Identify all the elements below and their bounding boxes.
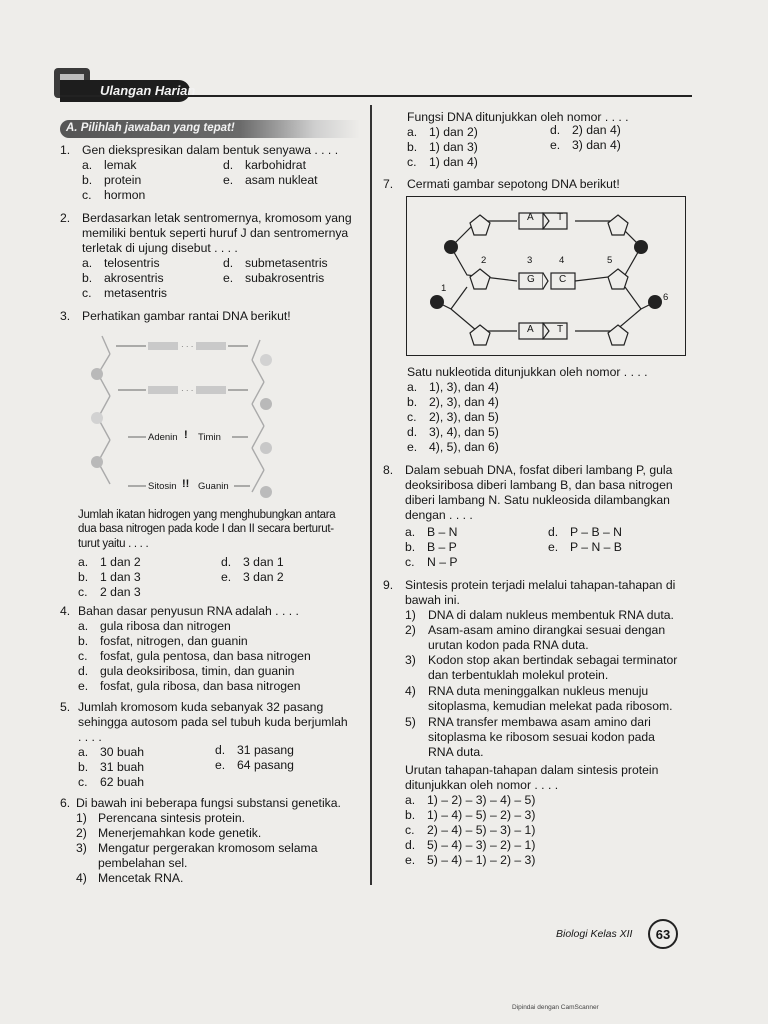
q9-step-text: RNA duta meninggalkan nukleus menuju [428,684,649,698]
q5-option-a[interactable]: a. 30 buah [78,745,145,759]
dna-segment-figure [406,196,686,356]
label-4: 4 [559,255,565,266]
q7-option-d[interactable]: d. 3), 4), dan 5) [407,425,499,439]
svg-text:· · ·: · · · [181,342,194,351]
q5-option-c[interactable]: c. 62 buah [78,775,145,789]
q9-step-number: 5) [405,715,416,729]
q7-option-a[interactable]: a. 1), 3), dan 4) [407,380,499,394]
q9-step-text: DNA di dalam nukleus membentuk RNA duta. [428,608,674,622]
q4-number: 4. [60,604,71,618]
q9-step-number: 4) [405,684,416,698]
q1-option-a[interactable]: a. lemak [82,158,137,172]
q9-step-number: 3) [405,653,416,667]
q9-line: Sintesis protein terjadi melalui tahapan-tahapan di [405,578,676,592]
q3-line: Perhatikan gambar rantai DNA berikut! [82,309,291,323]
top-base-t: T [557,212,564,223]
q5-line: sehingga autosom pada sel tubuh kuda berjumlah [78,715,348,729]
mid-base-c: C [559,274,567,285]
q8-option-e[interactable]: e. P – N – B [548,540,622,554]
q2-line: memiliki bentuk seperti huruf J dan sentromernya [82,226,349,240]
q9-after-line: ditunjukkan oleh nomor . . . . [405,778,559,792]
q9-step-number: 1) [405,608,416,622]
q3-option-c[interactable]: c. 2 dan 3 [78,585,141,599]
q6-item: pembelahan sel. [98,856,188,870]
q7-number: 7. [383,177,394,191]
q9-option-a[interactable]: a. 1) – 2) – 3) – 4) – 5) [405,793,536,807]
q9-option-d[interactable]: d. 5) – 4) – 3) – 2) – 1) [405,838,536,852]
label-2: 2 [481,255,487,266]
sitosin-label: Sitosin [148,481,177,492]
q4-option-d[interactable]: d. gula deoksiribosa, timin, dan guanin [78,664,295,678]
q6-option-c[interactable]: c. 1) dan 4) [407,155,478,169]
q9-after-line: Urutan tahapan-tahapan dalam sintesis protein [405,763,659,777]
q3-number: 3. [60,309,71,323]
label-6: 6 [663,292,669,303]
page-title: Ulangan Harian [100,83,196,98]
q8-number: 8. [383,463,394,477]
q9-step-text: RNA duta. [428,745,484,759]
q5-line: Jumlah kromosom kuda sebanyak 32 pasang [78,700,324,714]
mid-base-g: G [527,274,535,285]
q1-option-e[interactable]: e. asam nukleat [223,173,318,187]
q9-step-number: 2) [405,623,416,637]
q7-after-line: Satu nukleotida ditunjukkan oleh nomor . . . . [407,365,648,379]
q2-option-a[interactable]: a. telosentris [82,256,160,270]
q8-option-a[interactable]: a. B – N [405,525,458,539]
q6-cont-line: Fungsi DNA ditunjukkan oleh nomor . . . . [407,110,629,124]
q9-line: bawah ini. [405,593,460,607]
q7-option-c[interactable]: c. 2), 3), dan 5) [407,410,499,424]
q9-step-text: Asam-asam amino dirangkai sesuai dengan [428,623,666,637]
column-divider [370,105,372,885]
label-1: 1 [441,283,447,294]
q7-option-b[interactable]: b. 2), 3), dan 4) [407,395,499,409]
q6-item: 3) Mengatur pergerakan kromosom selama [76,841,318,855]
q6-item: 2) Menerjemahkan kode genetik. [76,826,262,840]
q9-number: 9. [383,578,394,592]
adenin-label: Adenin [148,432,178,443]
q3-after-line: Jumlah ikatan hidrogen yang menghubungkan antara [78,509,336,521]
dna-chain-figure [88,332,278,504]
q3-option-d[interactable]: d. 3 dan 1 [221,555,284,569]
q3-after-line: dua basa nitrogen pada kode I dan II secara berturut- [78,523,334,535]
q2-option-e[interactable]: e. subakrosentris [223,271,325,285]
label-3: 3 [527,255,533,266]
section-title: A. Pilihlah jawaban yang tepat! [66,122,235,134]
q8-option-d[interactable]: d. P – B – N [548,525,622,539]
q9-option-b[interactable]: b. 1) – 4) – 5) – 2) – 3) [405,808,536,822]
top-base-a: A [527,212,534,223]
q9-step-text: dan terbentuklah molekul protein. [428,668,609,682]
q1-option-b[interactable]: b. protein [82,173,142,187]
q9-step-text: urutan kodon pada RNA duta. [428,638,589,652]
q9-step-text: sitoplasma, kemudian melekat pada ribosom. [428,699,673,713]
bottom-base-a: A [527,324,534,335]
q6-option-d[interactable]: d. 2) dan 4) [550,123,621,137]
q4-option-a[interactable]: a. gula ribosa dan nitrogen [78,619,231,633]
q6-option-e[interactable]: e. 3) dan 4) [550,138,621,152]
q1-option-c[interactable]: c. hormon [82,188,146,202]
q5-number: 5. [60,700,71,714]
page-number: 63 [648,919,678,949]
footer-book-title: Biologi Kelas XII [556,928,633,940]
q2-option-d[interactable]: d. submetasentris [223,256,328,270]
q3-option-b[interactable]: b. 1 dan 3 [78,570,141,584]
label-5: 5 [607,255,613,266]
q4-option-e[interactable]: e. fosfat, gula ribosa, dan basa nitrogen [78,679,301,693]
q4-option-c[interactable]: c. fosfat, gula pentosa, dan basa nitrogen [78,649,311,663]
q1-option-d[interactable]: d. karbohidrat [223,158,306,172]
q2-option-c[interactable]: c. metasentris [82,286,167,300]
q9-step-text: sitoplasma ke ribosom sesuai kodon pada [428,730,655,744]
q5-option-e[interactable]: e. 64 pasang [215,758,294,772]
q5-option-d[interactable]: d. 31 pasang [215,743,294,757]
worksheet-page: Ulangan Harian A. Pilihlah jawaban yang tepat! 1. Gen diekspresikan dalam bentuk senyawa . . . . a. lemak b. protein c. hormon d. karbohidrat e. asam nukleat 2. Berdasarkan letak sentromernya, kromosom yang memiliki bentuk seperti huruf J dan sentromernya terletak di ujung disebut . . . . a. telosentris b. akrosentris c. metasentris d. submetasentris e. subakrosentris 3. Perhatikan gambar rantai DNA berikut! · · · · · · Adenin ! Timin Sitosin !! Guanin Jumlah ikatan hidrogen yang menghubungkan antara dua basa nitrogen pada kode I dan II secara berturut- turut yaitu . . . . a. 1 dan 2 b. 1 dan 3 c. 2 dan 3 d. 3 dan 1 e. 3 dan 2 4. Bahan dasar penyusun RNA adalah . . . . a. gula ribosa dan nitrogen b. fosfat, nitrogen, dan guanin c. fosfat, gula pentosa, dan basa nitrogen d. gula deoksiribosa, timin, dan guanin e. fosfat, gula ribosa, dan basa nitrogen 5. Jumlah kromosom kuda sebanyak 32 pasang sehingga autosom pada sel tubuh kuda berjumlah . . . . a. 30 buah b. 31 buah c. 62 buah d. 31 pasang e. 64 pasang 6. Di bawah ini beberapa fungsi substansi genetika. 1) Perencana sintesis protein. 2) Menerjemahkan kode genetik. 3) Mengatur pergerakan kromosom selama pembelahan sel. 4) Mencetak RNA. Fungsi DNA ditunjukkan oleh nomor . . . . a. 1) dan 2) b. 1) dan 3) c. 1) dan 4) d. 2) dan 4) e. 3) dan 4) 7. Cermati gambar sepotong DNA berikut! A T G C A T 1 2 3 4 5 6 Satu nukleotida ditunjukkan oleh nomor . . . . a. 1), 3), dan 4) b. 2), 3), dan 4) c. 2), 3), dan 5) d. 3), 4), dan 5) e. 4), 5), dan 6) 8. Dalam sebuah DNA, fosfat diberi lambang P, gula deoksiribosa diberi lambang B, dan basa nitrogen diberi lambang N. Satu nukleosida dilambangkan dengan . . . . a. B – N b. B – P c. N – P d. P – B – N e. P – N – B 9. Sintesis protein terjadi melalui tahapan-tahapan di bawah ini. 1) DNA di dalam nukleus membentuk RNA duta. 2) Asam-asam amino dirangkai sesuai dengan urutan kodon pada RNA duta. 3) Kodon stop akan bertindak sebagai terminator dan terbentuklah molekul protein. 4) RNA duta meninggalkan nukleus menuju sitoplasma, kemudian melekat pada ribosom. 5) RNA transfer membawa asam amino dari sitoplasma ke ribosom sesuai kodon pada RNA duta. Urutan tahapan-tahapan dalam sintesis protein ditunjukkan oleh nomor . . . . a. 1) – 2) – 3) – 4) – 5) b. 1) – 4) – 5) – 2) – 3) c. 2) – 4) – 5) – 3) – 1) d. 5) – 4) – 3) – 2) – 1) e. 5) – 4) – 1) – 2) – 3) Biologi Kelas XII 63 Dipindai dengan CamScanner [0,0,768,1024]
q7-option-e[interactable]: e. 4), 5), dan 6) [407,440,499,454]
bottom-base-t: T [557,324,564,335]
q9-option-e[interactable]: e. 5) – 4) – 1) – 2) – 3) [405,853,536,867]
q9-step-text: RNA transfer membawa asam amino dari [428,715,651,729]
code-II-label: !! [182,478,190,490]
q9-step-text: Kodon stop akan bertindak sebagai terminator [428,653,678,667]
q9-option-c[interactable]: c. 2) – 4) – 5) – 3) – 1) [405,823,536,837]
q6-option-a[interactable]: a. 1) dan 2) [407,125,478,139]
q2-number: 2. [60,211,71,225]
q8-line: diberi lambang N. Satu nukleosida dilambangkan [405,493,670,507]
timin-label: Timin [198,432,221,443]
q8-line: Dalam sebuah DNA, fosfat diberi lambang P, gula [405,463,673,477]
q3-option-e[interactable]: e. 3 dan 2 [221,570,284,584]
q2-line: terletak di ujung disebut . . . . [82,241,238,255]
q6-item: 4) Mencetak RNA. [76,871,184,885]
q2-line: Berdasarkan letak sentromernya, kromosom yang [82,211,352,225]
code-I-label: ! [184,429,188,441]
q5-line: . . . . [78,730,102,744]
q8-line: dengan . . . . [405,508,473,522]
q6-option-b[interactable]: b. 1) dan 3) [407,140,478,154]
q4-line: Bahan dasar penyusun RNA adalah . . . . [78,604,299,618]
q5-option-b[interactable]: b. 31 buah [78,760,145,774]
q6-item: 1) Perencana sintesis protein. [76,811,246,825]
q7-line: Cermati gambar sepotong DNA berikut! [407,177,620,191]
q8-option-b[interactable]: b. B – P [405,540,457,554]
q3-option-a[interactable]: a. 1 dan 2 [78,555,141,569]
q4-option-b[interactable]: b. fosfat, nitrogen, dan guanin [78,634,248,648]
guanin-label: Guanin [198,481,229,492]
q3-after-line: turut yaitu . . . . [78,538,149,550]
q8-option-c[interactable]: c. N – P [405,555,458,569]
q6-line: Di bawah ini beberapa fungsi substansi genetika. [76,796,341,810]
svg-text:· · ·: · · · [181,386,194,395]
q8-line: deoksiribosa diberi lambang B, dan basa nitrogen [405,478,673,492]
scanner-credit: Dipindai dengan CamScanner [512,1004,599,1011]
q2-option-b[interactable]: b. akrosentris [82,271,164,285]
q6-number: 6. [60,796,71,810]
